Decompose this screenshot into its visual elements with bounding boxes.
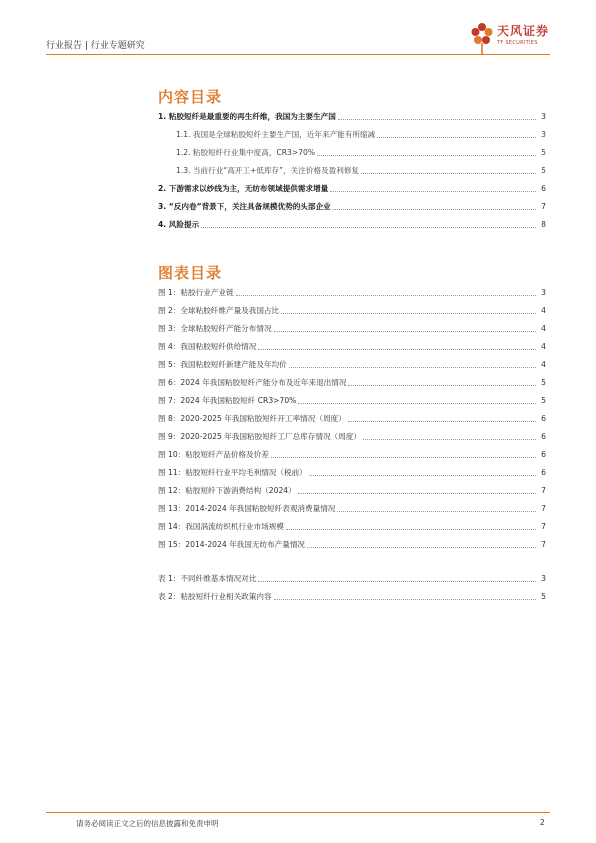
leader-dots (330, 191, 536, 192)
figure-entry-page: 4 (536, 342, 546, 352)
toc-entry-label: 1.1. 我国是全球粘胶短纤主要生产国，近年来产能有所缩减 (158, 130, 377, 140)
figure-entry[interactable] (158, 424, 546, 442)
toc-entry-page: 5 (536, 148, 546, 158)
contents-title: 内容目录 (158, 88, 223, 106)
toc-entry-page: 3 (536, 112, 546, 122)
figure-entry-label: 图 4：我国粘胶短纤供给情况 (158, 342, 257, 351)
figure-entry-page: 3 (536, 288, 546, 298)
leader-dots (363, 439, 536, 440)
figure-entry-page: 5 (536, 396, 546, 406)
figure-entry-label: 图 11：粘胶短纤行业平均毛利情况（税前） (158, 468, 307, 477)
figure-entry[interactable] (158, 442, 546, 460)
leader-dots (274, 331, 536, 332)
contents-list (158, 104, 546, 230)
figure-entry-label: 图 15：2014-2024 年我国无纺布产量情况 (158, 540, 306, 549)
leader-dots (333, 209, 536, 210)
figure-entry-label: 图 12：粘胶短纤下游消费结构（2024） (158, 486, 296, 495)
figure-entry-label: 图 13：2014-2024 年我国粘胶短纤表观消费量情况 (158, 504, 336, 513)
table-entry-page: 5 (536, 592, 546, 602)
toc-entry-page: 7 (536, 202, 546, 212)
table-entry[interactable] (158, 584, 546, 602)
leader-dots (348, 385, 536, 386)
figure-entry-page: 6 (536, 450, 546, 460)
leader-dots (377, 137, 536, 138)
toc-entry-label: 4. 风险提示 (158, 220, 200, 229)
figure-entry-label: 图 7：2024 年我国粘胶短纤 CR3>70% (158, 396, 297, 405)
figures-title: 图表目录 (158, 264, 223, 282)
table-entry[interactable] (158, 566, 546, 584)
figure-entry-label: 图 2：全球粘胶纤维产量及我国占比 (158, 306, 280, 315)
figure-entry[interactable] (158, 460, 546, 478)
figure-entry[interactable] (158, 352, 546, 370)
leader-dots (289, 367, 536, 368)
leader-dots (307, 547, 536, 548)
figure-entry-page: 7 (536, 504, 546, 514)
figure-entry-page: 6 (536, 414, 546, 424)
logo-text-cn: 天风证券 (497, 24, 550, 38)
figure-entry-label: 图 14：我国涡流纺织机行业市场规模 (158, 522, 284, 531)
toc-entry-page: 5 (536, 166, 546, 176)
leader-dots (337, 511, 536, 512)
figure-entry-page: 5 (536, 378, 546, 388)
table-entry-page: 3 (536, 574, 546, 584)
leader-dots (361, 173, 536, 174)
logo-text-en: TF SECURITIES (497, 40, 538, 46)
figure-entry-page: 7 (536, 486, 546, 496)
figure-entry-page: 7 (536, 540, 546, 550)
figure-entry-label: 图 9：2020-2025 年我国粘胶短纤工厂总库存情况（周度） (158, 432, 361, 441)
figure-entry[interactable] (158, 514, 546, 532)
table-entry-label: 表 2：粘胶短纤行业相关政策内容 (158, 592, 272, 601)
leader-dots (338, 119, 536, 120)
leader-dots (309, 475, 536, 476)
leader-dots (236, 295, 536, 296)
leader-dots (317, 155, 536, 156)
figure-entry[interactable] (158, 388, 546, 406)
figure-entry[interactable] (158, 298, 546, 316)
leader-dots (258, 581, 536, 582)
toc-entry-label: 2. 下游需求以纱线为主，无纺布领域提供需求增量 (158, 184, 329, 193)
toc-entry-label: 1.2. 粘胶短纤行业集中度高，CR3>70% (158, 148, 317, 158)
leader-dots (298, 493, 536, 494)
toc-entry[interactable] (158, 140, 546, 158)
figure-entry[interactable] (158, 334, 546, 352)
figure-entry-label: 图 8：2020-2025 年我国粘胶短纤开工率情况（周度） (158, 414, 346, 423)
figure-entry[interactable] (158, 280, 546, 298)
footer-disclaimer: 请务必阅读正文之后的信息披露和免责申明 (76, 819, 219, 828)
toc-entry[interactable] (158, 104, 546, 122)
toc-entry-label: 1.3. 当前行业“高开工+低库存”，关注价格及盈利修复 (158, 166, 361, 176)
toc-entry[interactable] (158, 212, 546, 230)
figure-entry[interactable] (158, 478, 546, 496)
figure-entry[interactable] (158, 370, 546, 388)
leader-dots (258, 349, 536, 350)
leader-dots (201, 227, 536, 228)
toc-entry[interactable] (158, 176, 546, 194)
leader-dots (281, 313, 536, 314)
leader-dots (286, 529, 536, 530)
report-type-label: 行业报告 | 行业专题研究 (46, 41, 145, 51)
figure-entry-page: 4 (536, 324, 546, 334)
figure-entry-page: 7 (536, 522, 546, 532)
toc-entry[interactable] (158, 194, 546, 212)
toc-entry-label: 3. “反内卷”背景下，关注具备规模优势的头部企业 (158, 202, 331, 211)
toc-entry[interactable] (158, 122, 546, 140)
header-divider (46, 54, 550, 55)
leader-dots (348, 421, 536, 422)
toc-entry-page: 6 (536, 184, 546, 194)
footer-divider (46, 812, 550, 813)
toc-entry[interactable] (158, 158, 546, 176)
figure-entry[interactable] (158, 532, 546, 550)
figures-list (158, 280, 546, 550)
toc-entry-label: 1. 粘胶短纤是最重要的再生纤维，我国为主要生产国 (158, 112, 336, 121)
leader-dots (298, 403, 536, 404)
toc-entry-page: 3 (536, 130, 546, 140)
figure-entry-label: 图 5：我国粘胶短纤新建产能及年均价 (158, 360, 287, 369)
figure-entry-label: 图 1：粘胶行业产业链 (158, 288, 234, 297)
figure-entry[interactable] (158, 316, 546, 334)
figure-entry-label: 图 3：全球粘胶短纤产能分布情况 (158, 324, 272, 333)
figure-entry[interactable] (158, 406, 546, 424)
figure-entry-page: 4 (536, 306, 546, 316)
leader-dots (271, 457, 536, 458)
leader-dots (274, 599, 536, 600)
figure-entry-page: 6 (536, 432, 546, 442)
figure-entry-page: 4 (536, 360, 546, 370)
figure-entry-label: 图 10：粘胶短纤产品价格及价差 (158, 450, 269, 459)
page-number: 2 (540, 818, 545, 827)
figure-entry-label: 图 6：2024 年我国粘胶短纤产能分布及近年来退出情况 (158, 378, 347, 387)
figure-entry-page: 6 (536, 468, 546, 478)
table-entry-label: 表 1：不同纤维基本情况对比 (158, 574, 257, 583)
figure-entry[interactable] (158, 496, 546, 514)
tables-list (158, 566, 546, 602)
toc-entry-page: 8 (536, 220, 546, 230)
